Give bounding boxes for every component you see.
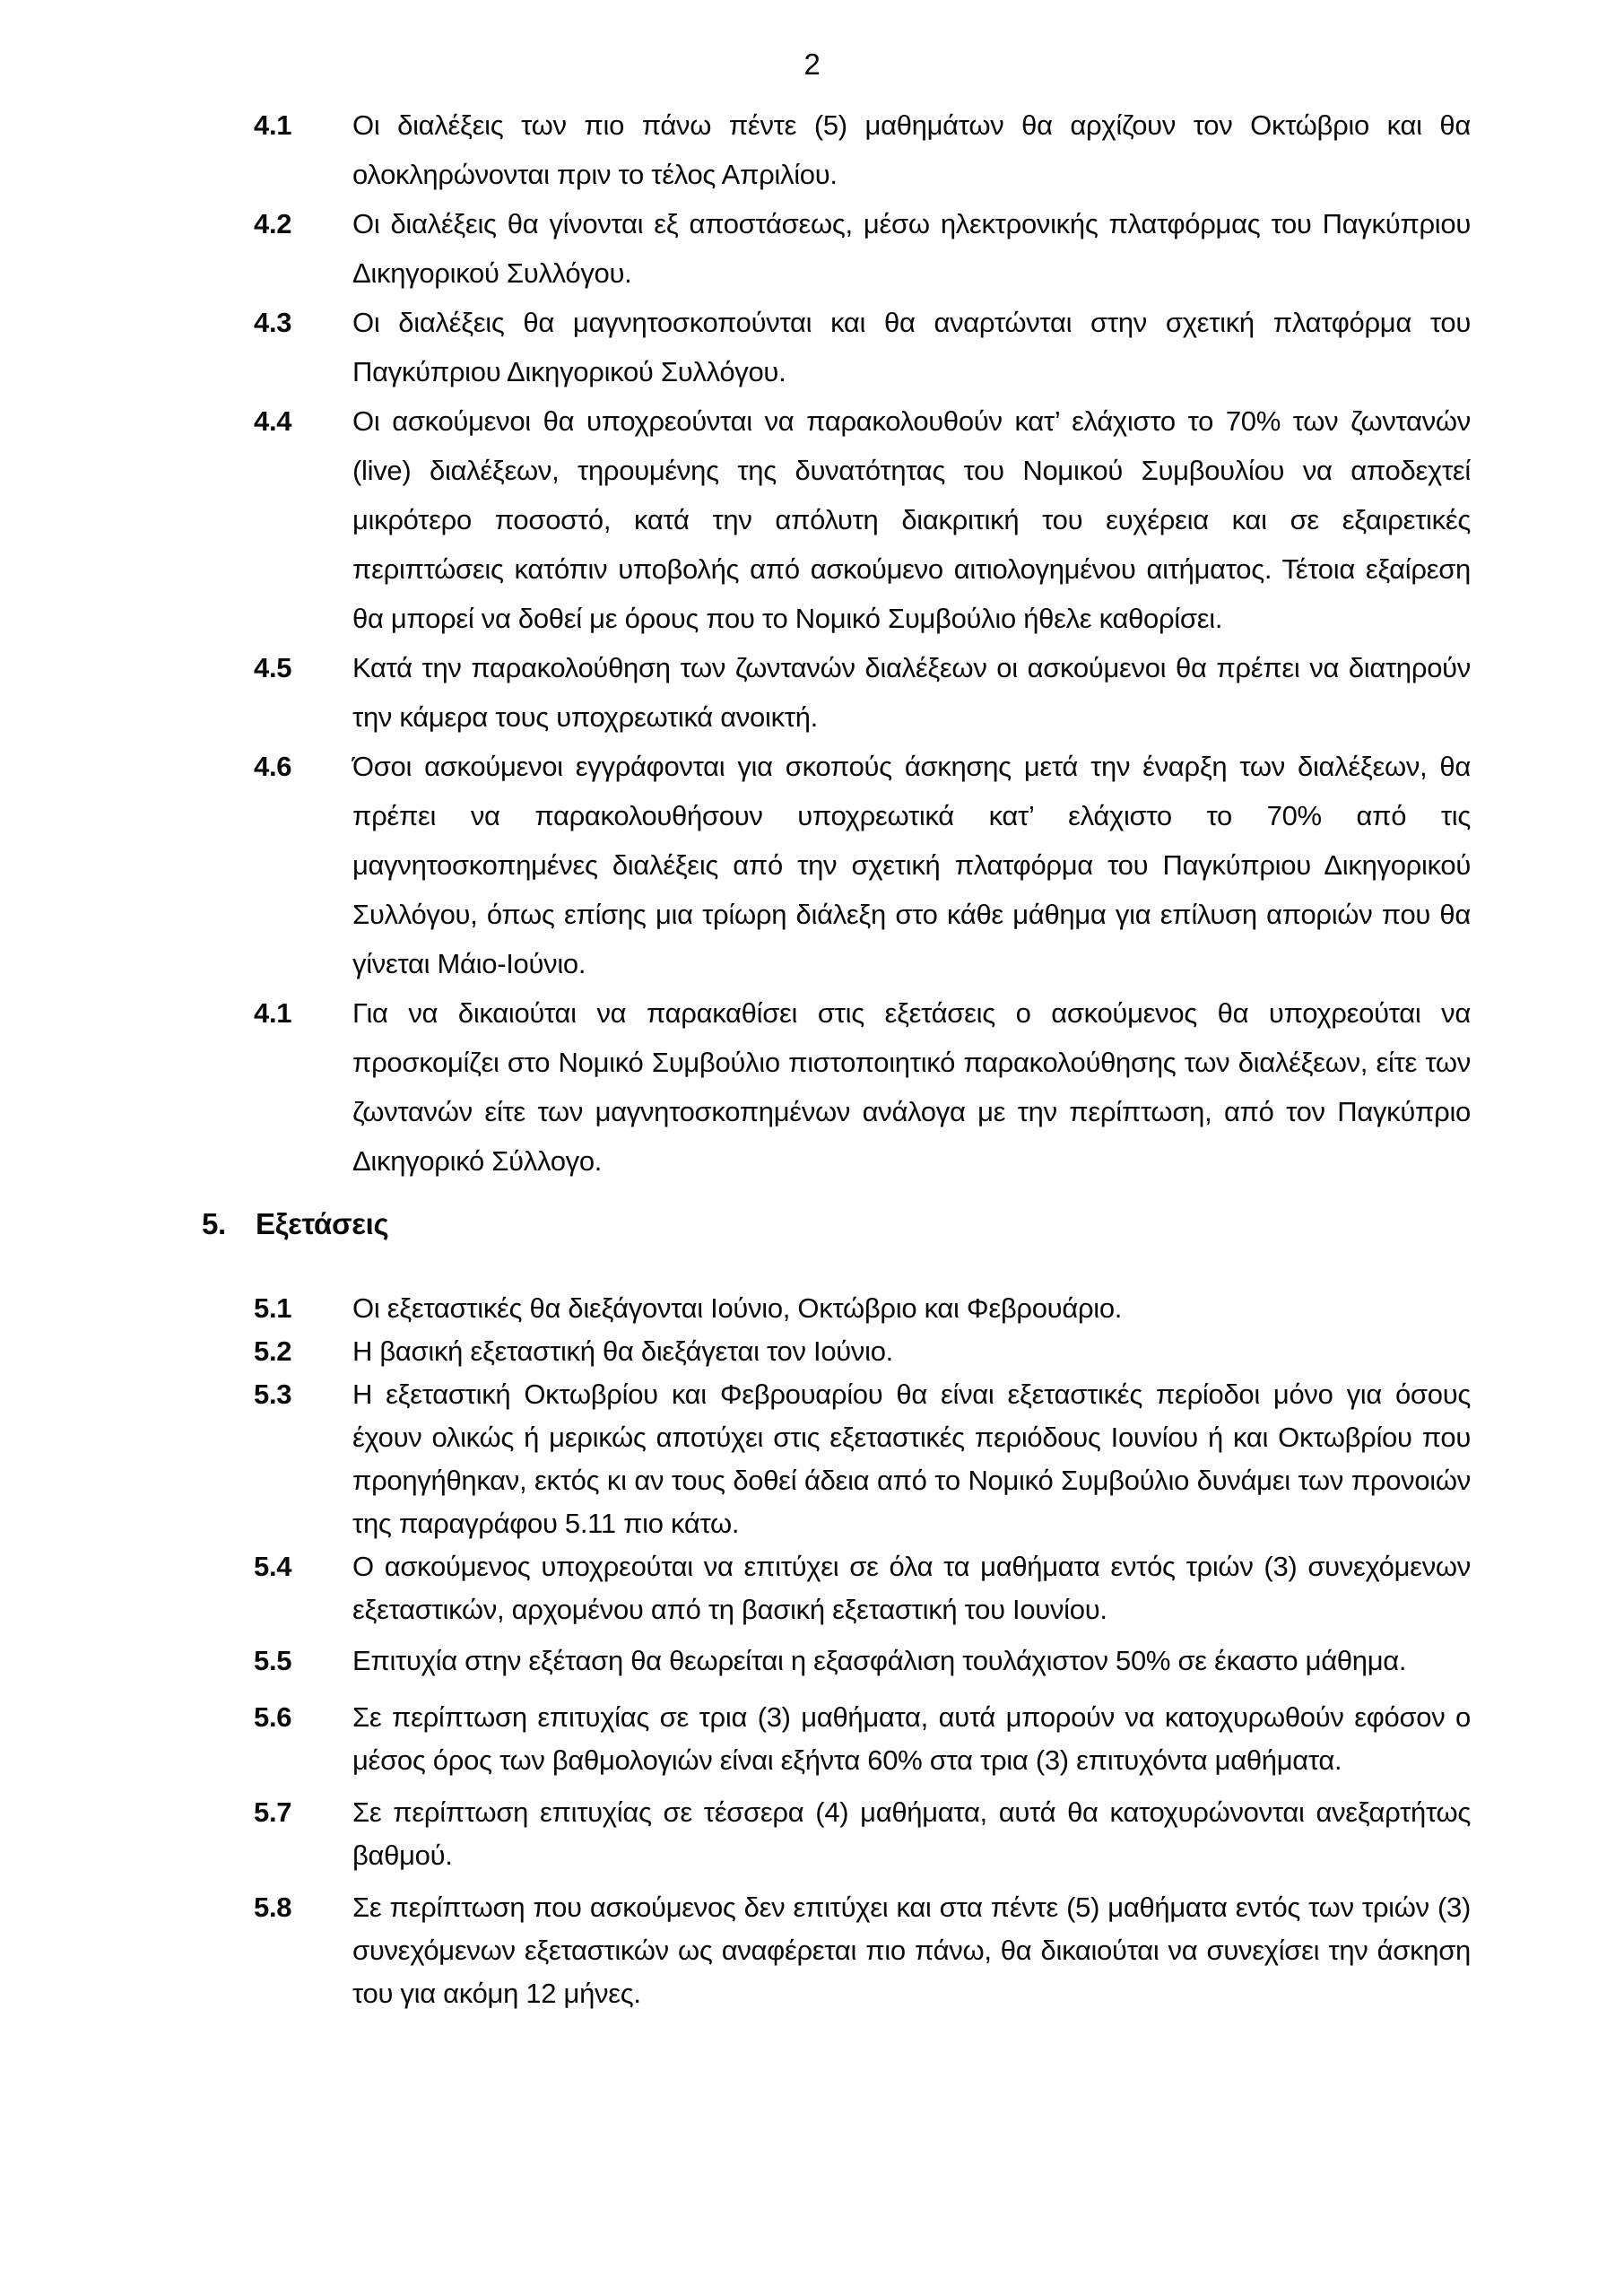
list-item (0, 1330, 1624, 1373)
item-number: 5.1 (254, 1292, 292, 1324)
item-text: Οι διαλέξεις θα γίνονται εξ αποστάσεως, μέσω ηλεκτρονικής πλατφόρμας του Παγκύπριου Δικηγορικού Συλλόγου. (352, 208, 1471, 289)
item-text: Οι ασκούμενοι θα υποχρεούνται να παρακολουθούν κατ’ ελάχιστο το 70% των ζωντανών (live) διαλέξεων, τηρουμένης της δυνατότητας του Νομικού Συμβουλίου να αποδεχτεί μικρότερο ποσοστό, κατά την απόλυτη διακριτική του ευχέρεια και σε εξαιρετικές περιπτώσεις κατόπιν υποβολής από ασκούμενο αιτιολογημένου αιτήματος. Τέτοια εξαίρεση θα μπορεί να δοθεί με όρους που το Νομικό Συμβούλιο ήθελε καθορίσει. (352, 405, 1471, 634)
list-item (0, 1635, 1624, 1687)
item-text: Οι εξεταστικές θα διεξάγονται Ιούνιο, Οκτώβριο και Φεβρουάριο. (352, 1292, 1123, 1324)
item-text: Σε περίπτωση επιτυχίας σε τέσσερα (4) μαθήματα, αυτά θα κατοχυρώνονται ανεξαρτήτως βαθμού. (352, 1796, 1471, 1871)
list-item (0, 199, 1624, 298)
item-text: Για να δικαιούται να παρακαθίσει στις εξετάσεις ο ασκούμενος θα υποχρεούται να προσκομίζει στο Νομικό Συμβούλιο πιστοποιητικό παρακολούθησης των διαλέξεων, είτε των ζωντανών είτε των μαγνητοσκοπημένων ανάλογα με την περίπτωση, από τον Παγκύπριο Δικηγορικό Σύλλογο. (352, 997, 1471, 1177)
section-heading (202, 1204, 1624, 1245)
item-text: Οι διαλέξεις των πιο πάνω πέντε (5) μαθημάτων θα αρχίζουν τον Οκτώβριο και θα ολοκληρώνονται πριν το τέλος Απριλίου. (352, 109, 1471, 190)
item-text: Όσοι ασκούμενοι εγγράφονται για σκοπούς άσκησης μετά την έναρξη των διαλέξεων, θα πρέπει να παρακολουθήσουν υποχρεωτικά κατ’ ελάχιστο το 70% από τις μαγνητοσκοπημένες διαλέξεις από την σχετική πλατφόρμα του Παγκύπριου Δικηγορικού Συλλόγου, όπως επίσης μια τρίωρη διάλεξη στο κάθε μάθημα για επίλυση αποριών που θα γίνεται Μάιο-Ιούνιο. (352, 751, 1471, 979)
list-item (0, 1373, 1624, 1545)
list-item (0, 1696, 1624, 1782)
section-4-list (0, 100, 1624, 1186)
list-item (0, 742, 1624, 988)
list-item (0, 988, 1624, 1186)
item-number: 5.3 (254, 1378, 292, 1410)
item-number: 5.4 (254, 1551, 292, 1582)
list-item (0, 1791, 1624, 1877)
item-text: Οι διαλέξεις θα μαγνητοσκοπούνται και θα αναρτώνται στην σχετική πλατφόρμα του Παγκύπριου Δικηγορικού Συλλόγου. (352, 307, 1471, 387)
item-number: 5.5 (254, 1645, 292, 1676)
item-number: 4.5 (254, 652, 292, 683)
section-heading-label: Εξετάσεις (256, 1207, 389, 1240)
item-number: 5.2 (254, 1335, 292, 1367)
list-item (0, 1886, 1624, 2015)
item-number: 4.3 (254, 307, 292, 338)
list-item (0, 100, 1624, 199)
list-item (0, 298, 1624, 396)
item-text: Κατά την παρακολούθηση των ζωντανών διαλέξεων οι ασκούμενοι θα πρέπει να διατηρούν την κάμερα τους υποχρεωτικά ανοικτή. (352, 652, 1471, 733)
item-text: Επιτυχία στην εξέταση θα θεωρείται η εξασφάλιση τουλάχιστον 50% σε έκαστο μάθημα. (352, 1645, 1407, 1676)
list-item (0, 1287, 1624, 1330)
item-text: Η εξεταστική Οκτωβρίου και Φεβρουαρίου θα είναι εξεταστικές περίοδοι μόνο για όσους έχουν ολικώς ή μερικώς αποτύχει στις εξεταστικές περιόδους Ιουνίου ή και Οκτωβρίου που προηγήθηκαν, εκτός κι αν τους δοθεί άδεια από το Νομικό Συμβούλιο δυνάμει των προνοιών της παραγράφου 5.11 πιο κάτω. (352, 1378, 1471, 1539)
item-text: Σε περίπτωση που ασκούμενος δεν επιτύχει και στα πέντε (5) μαθήματα εντός των τριών (3) συνεχόμενων εξεταστικών ως αναφέρεται πιο πάνω, θα δικαιούται να συνεχίσει την άσκηση του για ακόμη 12 μήνες. (352, 1892, 1471, 2009)
item-number: 4.2 (254, 208, 292, 239)
section-heading-number: 5. (202, 1207, 226, 1240)
page-number: 2 (803, 48, 821, 81)
item-number: 4.6 (254, 751, 292, 782)
list-item (0, 1545, 1624, 1631)
item-number: 4.1 (254, 109, 292, 141)
section-5-list (0, 1287, 1624, 2015)
item-number: 5.7 (254, 1796, 292, 1828)
item-text: Η βασική εξεταστική θα διεξάγεται τον Ιούνιο. (352, 1335, 893, 1367)
item-number: 5.6 (254, 1701, 292, 1733)
item-number: 5.8 (254, 1892, 292, 1923)
item-number: 4.4 (254, 405, 292, 437)
item-text: Σε περίπτωση επιτυχίας σε τρια (3) μαθήματα, αυτά μπορούν να κατοχυρωθούν εφόσον ο μέσος όρος των βαθμολογιών είναι εξήντα 60% στα τρια (3) επιτυχόντα μαθήματα. (352, 1701, 1471, 1776)
list-item (0, 643, 1624, 742)
item-text: Ο ασκούμενος υποχρεούται να επιτύχει σε όλα τα μαθήματα εντός τριών (3) συνεχόμενων εξεταστικών, αρχομένου από τη βασική εξεταστική του Ιουνίου. (352, 1551, 1471, 1625)
item-number: 4.1 (254, 997, 292, 1029)
list-item (0, 396, 1624, 643)
